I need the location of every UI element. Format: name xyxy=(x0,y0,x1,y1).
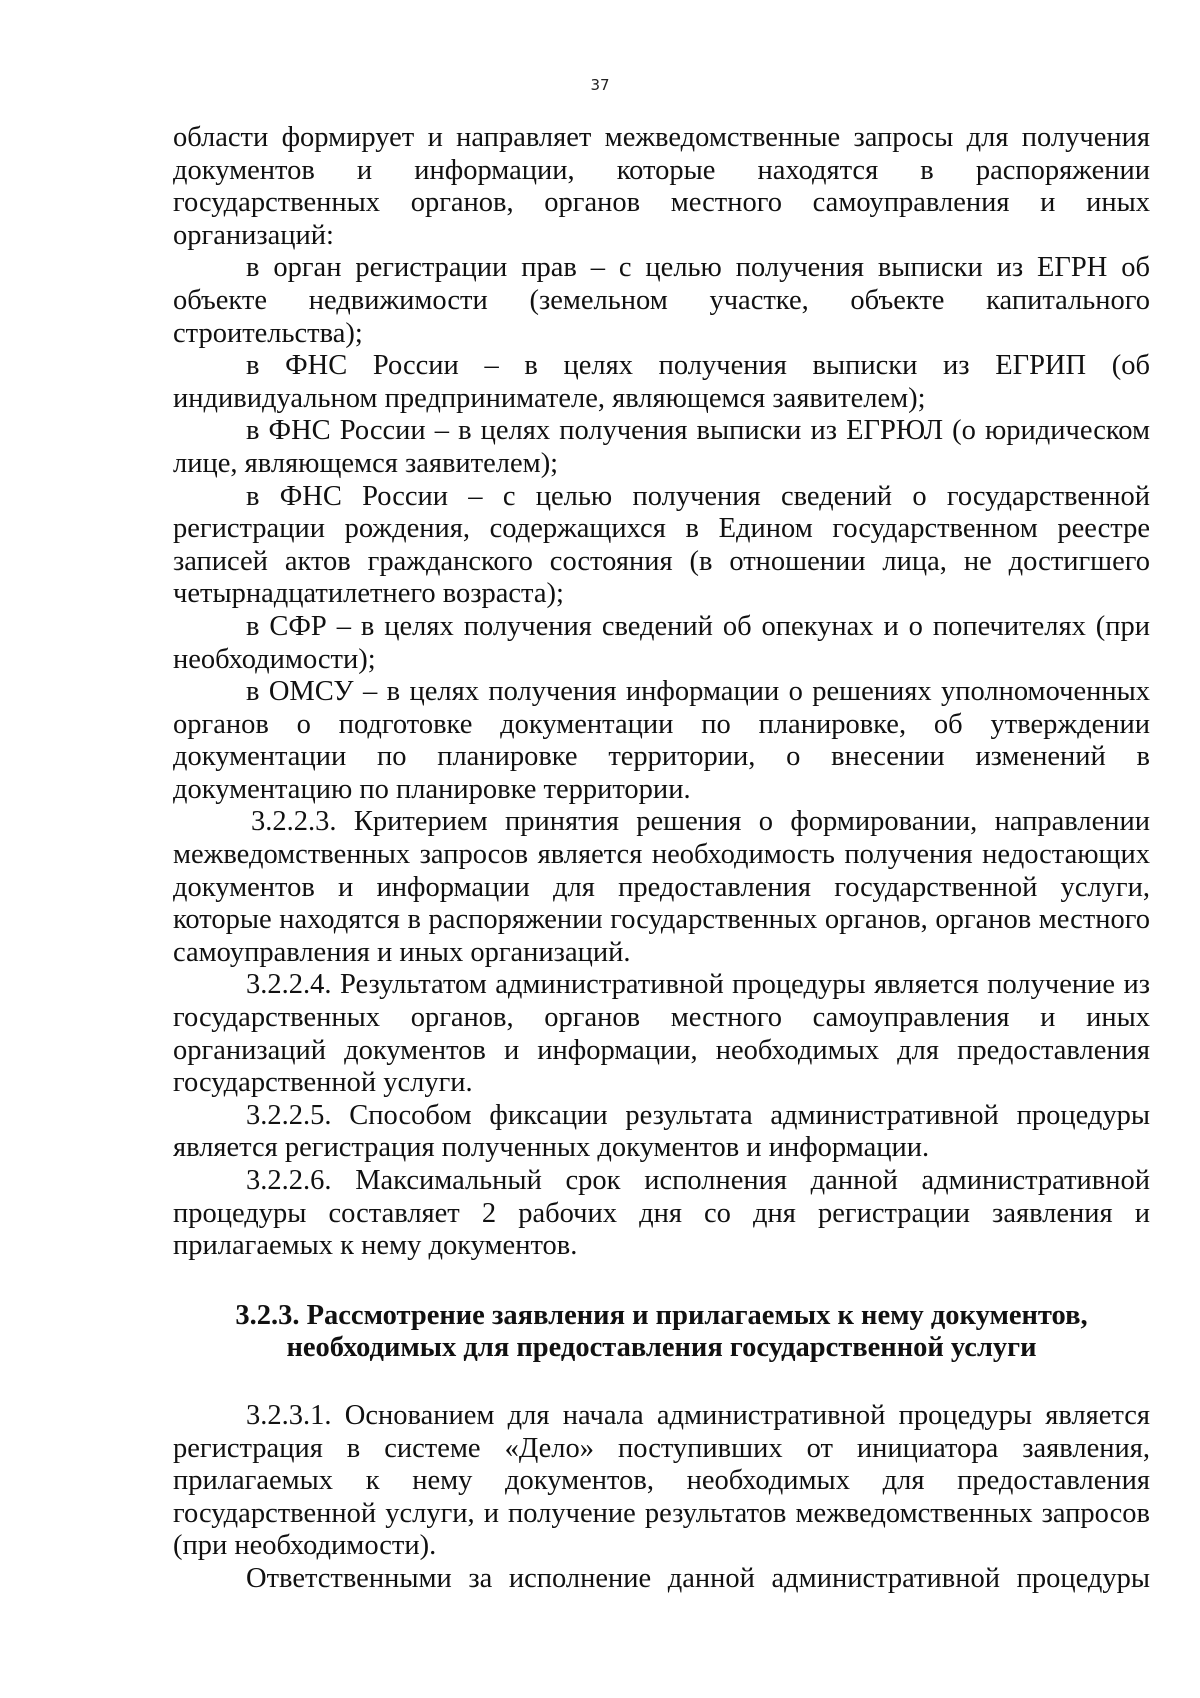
section-heading-line-1: 3.2.3. Рассмотрение заявления и прилагаемых к нему документов, xyxy=(235,1299,1088,1331)
section-heading-line-2: необходимых для предоставления государственной услуги xyxy=(286,1332,1037,1364)
document-body xyxy=(173,122,1150,1596)
section-heading-3-2-3 xyxy=(173,1300,1150,1365)
paragraph-egrip: в ФНС России – в целях получения выписки из ЕГРИП (об индивидуальном предпринимателе, являющемся заявителем); xyxy=(173,350,1150,414)
paragraph-omsu: в ОМСУ – в целях получения информации о решениях уполномоченных органов о подготовке документации по планировке, об утверждении документации по планировке территории, о внесении изменений в документацию по планировке территории. xyxy=(173,676,1150,805)
paragraph-egrul: в ФНС России – в целях получения выписки из ЕГРЮЛ (о юридическом лице, являющемся заявителем); xyxy=(173,415,1150,479)
paragraph-zags: в ФНС России – с целью получения сведений о государственной регистрации рождения, содержащихся в Едином государственном реестре записей актов гражданского состояния (в отношении лица, не достигшего четырнадцатилетнего возраста); xyxy=(173,480,1150,610)
paragraph-sfr: в СФР – в целях получения сведений об опекунах и о попечителях (при необходимости); xyxy=(173,610,1150,675)
page-number: 37 xyxy=(590,76,610,94)
paragraph-3-2-2-5: 3.2.2.5. Способом фиксации результата административной процедуры является регистрация полученных документов и информации. xyxy=(173,1099,1150,1164)
paragraph-3-2-2-3: 3.2.2.3. Критерием принятия решения о формировании, направлении межведомственных запросов является необходимость получения недостающих документов и информации для предоставления государственной услуги, которые находятся в распоряжении государственных органов, органов местного самоуправления и иных организаций. xyxy=(173,806,1150,968)
paragraph-egrn: в орган регистрации прав – с целью получения выписки из ЕГРН об объекте недвижимости (земельном участке, объекте капитального строительства); xyxy=(173,252,1150,349)
paragraph-3-2-2-4: 3.2.2.4. Результатом административной процедуры является получение из государственных органов, органов местного самоуправления и иных организаций документов и информации, необходимых для предоставления государственной услуги. xyxy=(173,969,1150,1099)
paragraph-3-2-3-1: 3.2.3.1. Основанием для начала административной процедуры является регистрация в системе «Дело» поступивших от инициатора заявления, прилагаемых к нему документов, необходимых для предоставления государственной услуги, и получение результатов межведомственных запросов (при необходимости). xyxy=(173,1399,1150,1562)
paragraph-responsible: Ответственными за исполнение данной административной процедуры xyxy=(246,1562,1150,1594)
paragraph-intro: области формирует и направляет межведомственные запросы для получения документов и информации, которые находятся в распоряжении государственных органов, органов местного самоуправления и иных организаций: xyxy=(173,122,1150,251)
paragraph-3-2-2-6: 3.2.2.6. Максимальный срок исполнения данной административной процедуры составляет 2 рабочих дня со дня регистрации заявления и прилагаемых к нему документов. xyxy=(173,1165,1150,1262)
